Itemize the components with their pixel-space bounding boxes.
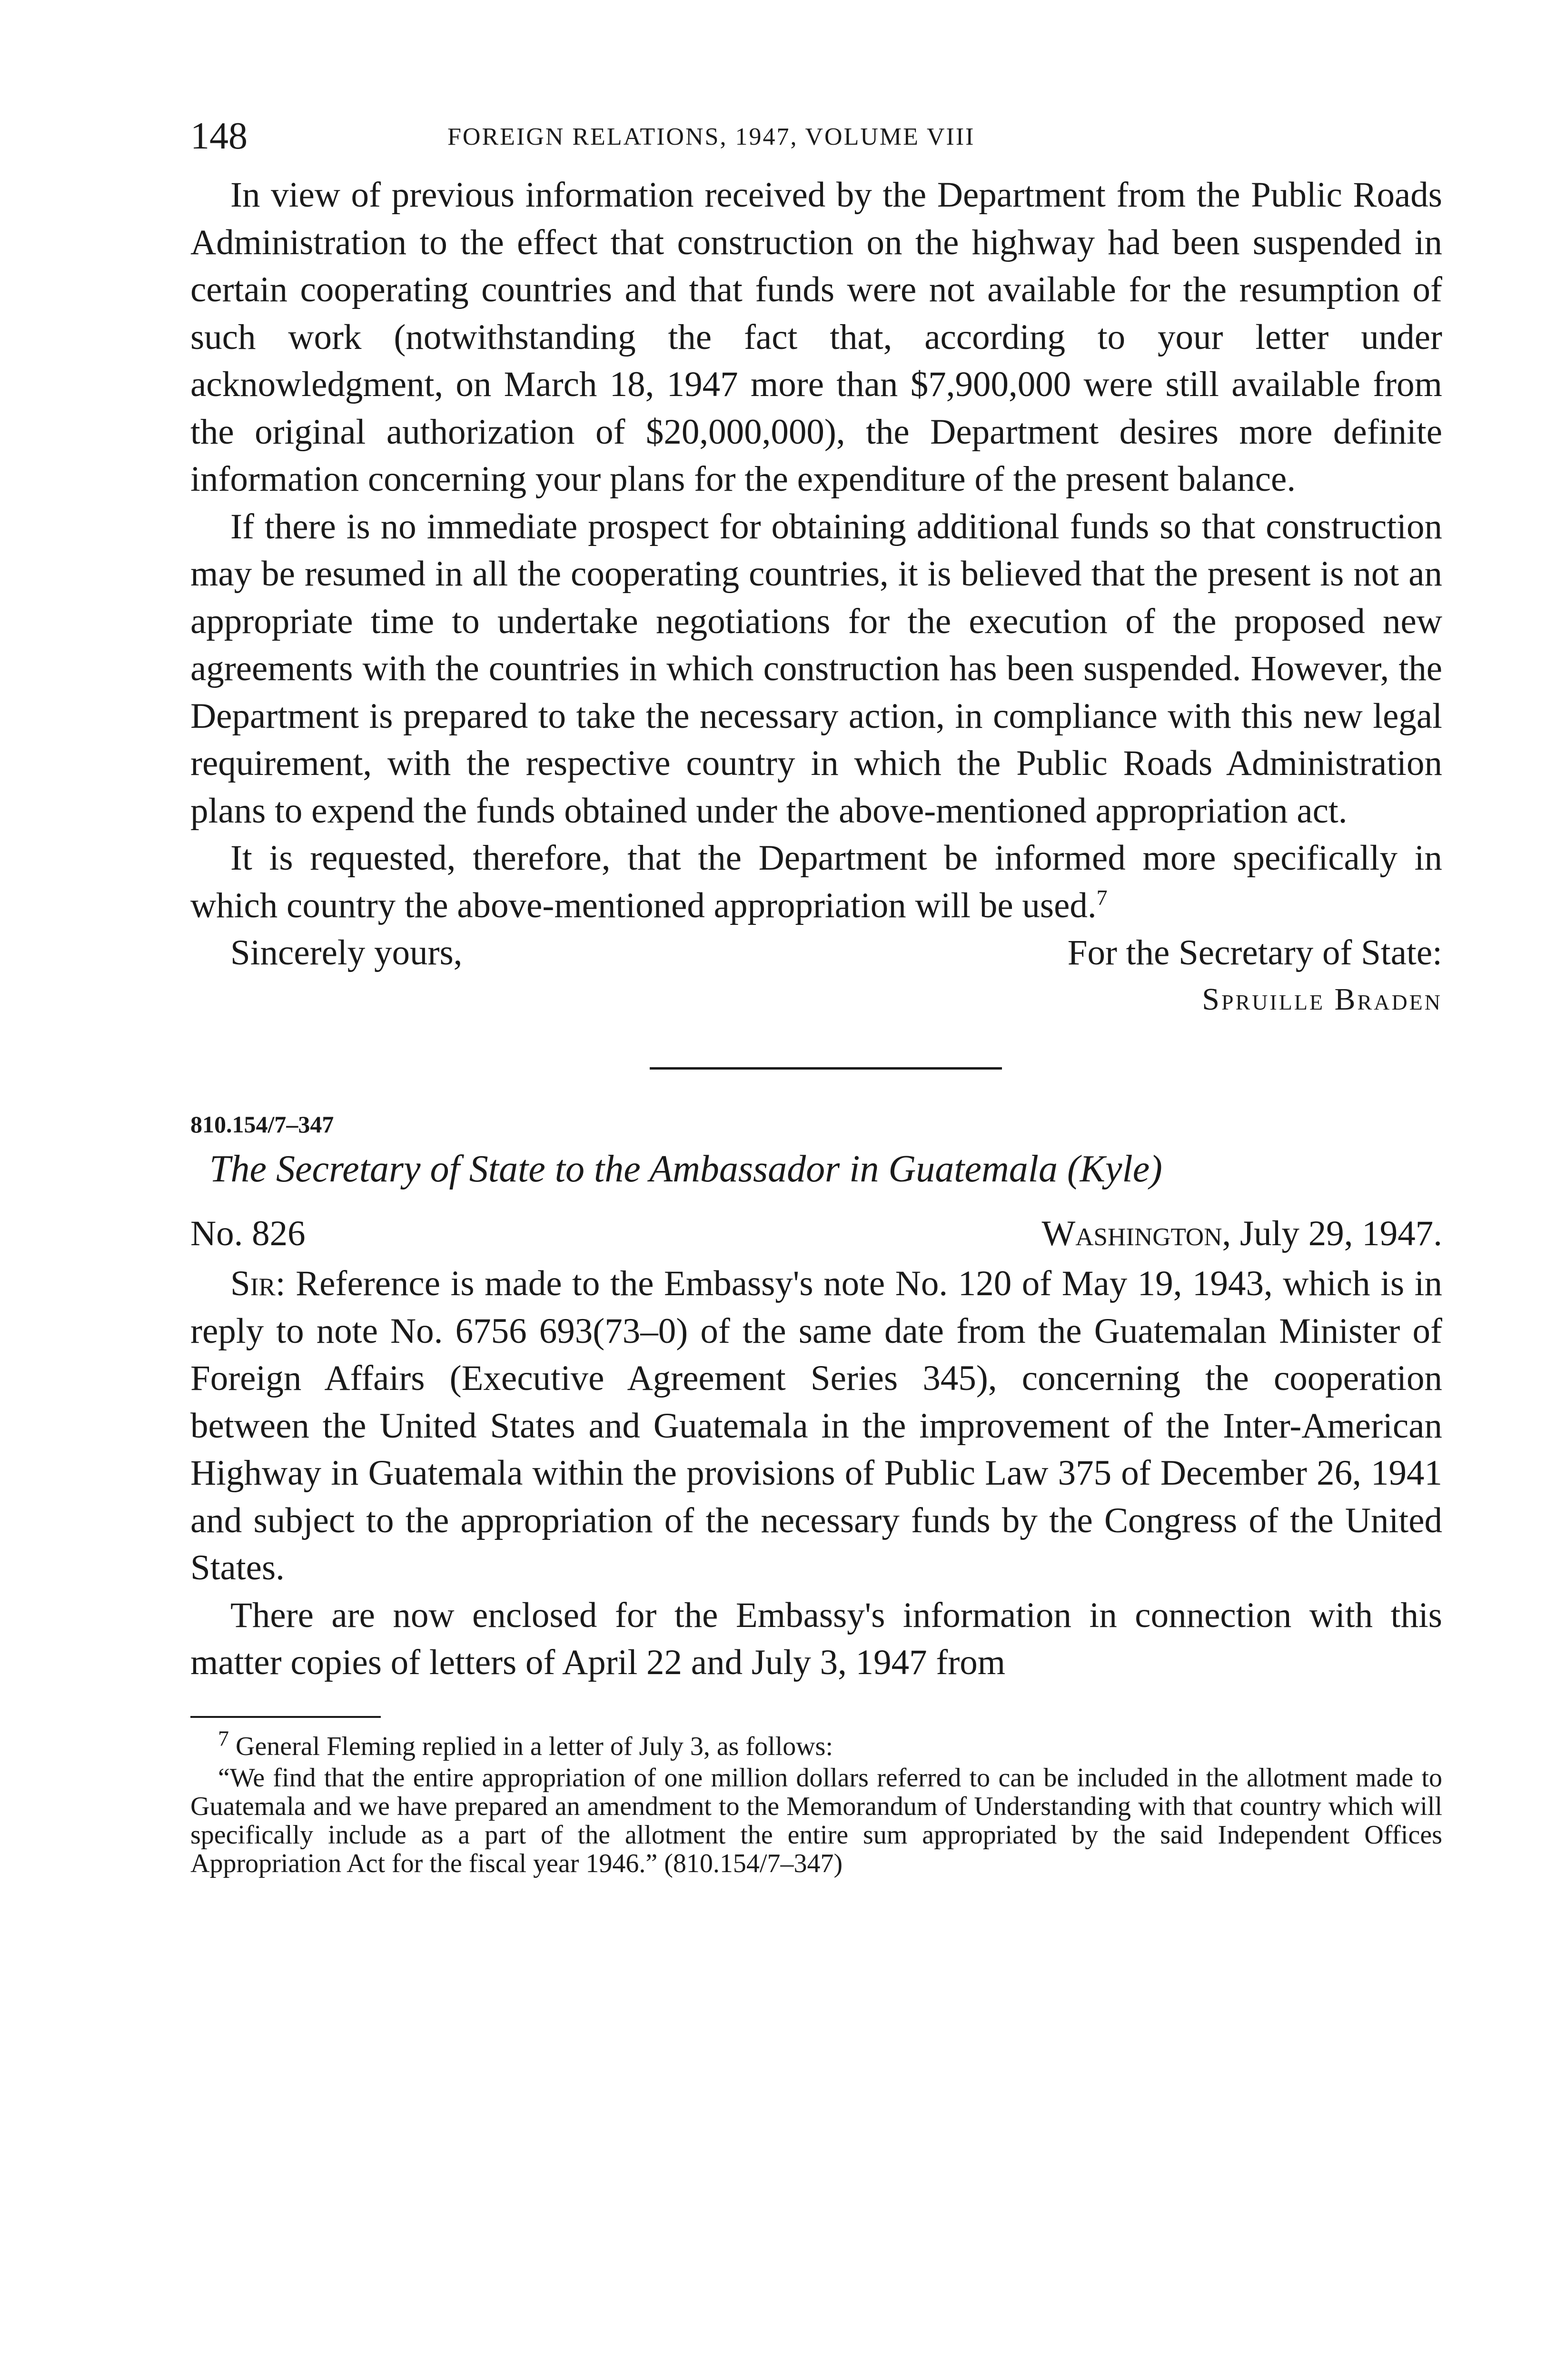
document-number: No. 826 xyxy=(190,1214,306,1253)
letter-continuation xyxy=(190,171,1442,1022)
section-divider xyxy=(650,1067,1002,1070)
paragraph xyxy=(190,834,1442,929)
running-head xyxy=(190,112,1442,165)
volume-title: FOREIGN RELATIONS, 1947, VOLUME VIII xyxy=(447,123,975,150)
complimentary-close: Sincerely yours, xyxy=(230,933,463,972)
signer-name: Spruille Braden xyxy=(1202,982,1442,1017)
book-page xyxy=(190,112,1442,1878)
place-and-date xyxy=(1041,1208,1442,1260)
closing-row xyxy=(190,929,1442,977)
paragraph xyxy=(190,1260,1442,1592)
page-number: 148 xyxy=(190,115,248,157)
paragraph: If there is no immediate prospect for obtaining additional funds so that construction may be resumed in all the cooperating countries, it is believed that the present is not an appropriate time to undertake negotiations for the execution of the proposed new agreements with the countries in which construction has been suspended. However, the Department is prepared to take the necessary action, in compliance with this new legal requirement, with the respective country in which the Public Roads Administration plans to expend the funds obtained under the above-mentioned appropriation act. xyxy=(190,506,1442,831)
paragraph-text: : Reference is made to the Embassy's note No. 120 of May 19, 1943, which is in reply to note No. 6756 693(73–0) of the same date from the Guatemalan Minister of Foreign Affairs (Executive Agreement Series 345), concerning the cooperation between the United States and Guatemala in the improvement of the Inter-American Highway in Guatemala within the provisions of Public Law 375 of December 26, 1941 and subject to the appropriation of the necessary funds by the Congress of the United States. xyxy=(190,1264,1442,1587)
footnote xyxy=(190,1726,1442,1761)
date: , July 29, 1947. xyxy=(1222,1214,1442,1253)
footnote-quote: “We find that the entire appropriation of one million dollars referred to can be included in the allotment made to Guatemala and we have prepared an amendment to the Memorandum of Understanding with that country which will specifically include as a part of the allotment the entire sum appropriated by the said Independent Offices Appropriation Act for the fiscal year 1946.” (810.154/7–347) xyxy=(190,1763,1442,1878)
document-heading: The Secretary of State to the Ambassador in Guatemala (Kyle) xyxy=(209,1148,1162,1190)
file-number: 810.154/7–347 xyxy=(190,1111,334,1138)
paragraph: In view of previous information received by the Department from the Public Roads Administration to the effect that construction on the highway had been suspended in certain cooperating countries and that funds were not available for the resumption of such work (notwithstanding the fact that, according to your letter under acknowledgment, on March 18, 1947 more than $7,900,000 were still available from the original authorization of $20,000,000), the Department desires more definite information concerning your plans for the expenditure of the present balance. xyxy=(190,175,1442,499)
footnote-divider xyxy=(190,1716,381,1718)
footnote-intro: General Fleming replied in a letter of July 3, as follows: xyxy=(236,1731,833,1761)
footnote-reference: 7 xyxy=(1096,885,1108,910)
paragraph: There are now enclosed for the Embassy's information in connection with this matter copies of letters of April 22 and July 3, 1947 from xyxy=(190,1595,1442,1682)
signature-line: For the Secretary of State: xyxy=(1067,933,1442,972)
salutation: Sir xyxy=(230,1264,276,1303)
paragraph-text: It is requested, therefore, that the Department be informed more specifically in which country the above-mentioned appropriation will be used. xyxy=(190,838,1442,925)
dateline xyxy=(190,1208,1442,1260)
place: Washington xyxy=(1041,1214,1222,1253)
footnote-marker: 7 xyxy=(218,1726,229,1750)
